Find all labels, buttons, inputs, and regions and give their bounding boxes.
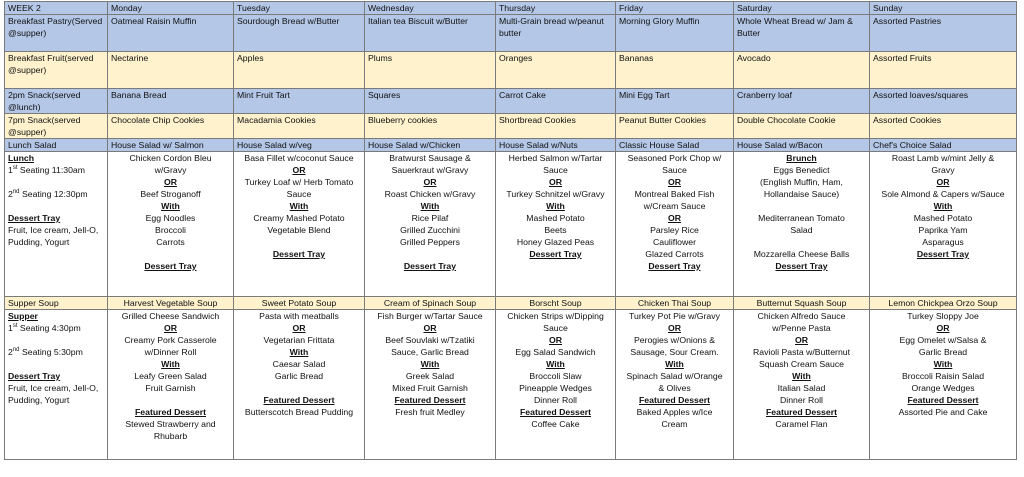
- menu-line: Chicken Alfredo Sauce: [757, 311, 846, 321]
- menu-cell: Assorted loaves/squares: [870, 89, 1017, 114]
- menu-line: Herbed Salmon w/Tartar: [508, 153, 603, 163]
- menu-cell: Mint Fruit Tart: [234, 89, 365, 114]
- menu-line: Dinner Roll: [780, 395, 823, 405]
- menu-line: Greek Salad: [405, 371, 455, 381]
- menu-line: With: [161, 359, 180, 369]
- menu-line: With: [933, 201, 953, 211]
- menu-line: Creamy Mashed Potato: [253, 213, 345, 223]
- menu-line: Orange Wedges: [911, 383, 975, 393]
- menu-line: With: [546, 359, 565, 369]
- menu-line: Sole Almond & Capers w/Sauce: [881, 189, 1005, 199]
- supper-label-cell: [5, 310, 108, 460]
- menu-line: Bratwurst Sausage &: [389, 153, 471, 163]
- menu-line: Turkey Loaf w/ Herb Tomato: [244, 177, 354, 187]
- menu-line: Brunch: [786, 153, 817, 163]
- menu-line: OR: [292, 323, 306, 333]
- menu-cell: Blueberry cookies: [365, 114, 496, 139]
- supper-day-cell: [616, 310, 734, 460]
- menu-line: Ravioli Pasta w/Butternut: [752, 347, 851, 357]
- supper-day-cell: [496, 310, 616, 460]
- menu-cell: Oatmeal Raisin Muffin: [108, 15, 234, 52]
- lunch-day-cell: [496, 152, 616, 297]
- supper-day-cell: [108, 310, 234, 460]
- soup-cell: Borscht Soup: [496, 297, 616, 310]
- day-header: Tuesday: [234, 2, 365, 15]
- menu-line: Sauerkraut w/Gravy: [391, 165, 469, 175]
- lunch-day-cell: [734, 152, 870, 297]
- menu-line: OR: [936, 323, 950, 333]
- menu-line: Featured Dessert: [520, 407, 591, 417]
- menu-line: Caesar Salad: [272, 359, 326, 369]
- dessert-tray-label: Dessert Tray: [8, 371, 61, 381]
- menu-line: Salad: [790, 225, 813, 235]
- dessert-tray-label: Dessert Tray: [8, 213, 61, 223]
- spacer: [237, 236, 361, 248]
- menu-line: Egg Salad Sandwich: [515, 347, 596, 357]
- supper-row: [5, 310, 1017, 460]
- dessert-items: Fruit, Ice cream, Jell-O, Pudding, Yogurt: [8, 225, 99, 247]
- menu-cell: Nectarine: [108, 52, 234, 89]
- menu-line: OR: [667, 177, 682, 187]
- menu-line: Featured Dessert: [263, 395, 335, 405]
- menu-line: OR: [548, 335, 563, 345]
- weekly-menu-table: [4, 1, 1017, 460]
- seating-time: 1st Seating 11:30am: [8, 165, 85, 175]
- menu-line: Featured Dessert: [135, 407, 206, 417]
- day-header: Thursday: [496, 2, 616, 15]
- lunch-day-cell: [616, 152, 734, 297]
- menu-cell: Plums: [365, 52, 496, 89]
- menu-line: Featured Dessert: [394, 395, 466, 405]
- menu-row: [5, 139, 1017, 152]
- menu-line: Sauce: [662, 165, 687, 175]
- menu-line: Egg Noodles: [145, 213, 196, 223]
- menu-line: With: [665, 359, 684, 369]
- soup-cell: Chicken Thai Soup: [616, 297, 734, 310]
- soup-cell: Butternut Squash Soup: [734, 297, 870, 310]
- menu-line: Paprika Yam: [918, 225, 968, 235]
- menu-line: w/Cream Sauce: [643, 201, 706, 211]
- menu-cell: Shortbread Cookies: [496, 114, 616, 139]
- menu-line: Creamy Pork Casserole: [124, 335, 217, 345]
- menu-line: Butterscotch Bread Pudding: [244, 407, 354, 417]
- menu-line: Mixed Fruit Garnish: [392, 383, 468, 393]
- menu-cell: House Salad w/Nuts: [496, 139, 616, 152]
- menu-line: Cream: [661, 419, 688, 429]
- menu-line: Chicken Cordon Bleu: [129, 153, 212, 163]
- menu-cell: Assorted Fruits: [870, 52, 1017, 89]
- menu-line: Pineapple Wedges: [519, 383, 592, 393]
- menu-cell: Bananas: [616, 52, 734, 89]
- day-header: Saturday: [734, 2, 870, 15]
- menu-line: Grilled Zucchini: [400, 225, 460, 235]
- supper-soup-row: [5, 297, 1017, 310]
- menu-line: Fruit Garnish: [145, 383, 196, 393]
- menu-line: Featured Dessert: [766, 407, 837, 417]
- spacer: [111, 394, 230, 406]
- menu-line: Sausage, Sour Cream.: [630, 347, 719, 357]
- menu-line: OR: [936, 177, 950, 187]
- menu-line: With: [420, 201, 440, 211]
- menu-line: OR: [163, 177, 178, 187]
- menu-line: Glazed Carrots: [645, 249, 704, 259]
- menu-line: Fresh fruit Medley: [395, 407, 465, 417]
- menu-line: Mashed Potato: [526, 213, 585, 223]
- menu-line: Turkey Sloppy Joe: [907, 311, 979, 321]
- lunch-label-cell: [5, 152, 108, 297]
- menu-cell: House Salad w/Bacon: [734, 139, 870, 152]
- menu-line: Roast Chicken w/Gravy: [384, 189, 476, 199]
- seating-time: 1st Seating 4:30pm: [8, 323, 81, 333]
- menu-cell: Mini Egg Tart: [616, 89, 734, 114]
- day-header: Sunday: [870, 2, 1017, 15]
- menu-line: Eggs Benedict: [773, 165, 830, 175]
- menu-cell: Squares: [365, 89, 496, 114]
- menu-line: Dessert Tray: [403, 261, 457, 271]
- menu-line: Mozzarella Cheese Balls: [753, 249, 850, 259]
- menu-line: Sauce: [543, 323, 568, 333]
- menu-cell: House Salad w/veg: [234, 139, 365, 152]
- menu-line: Garlic Bread: [274, 371, 324, 381]
- menu-line: Italian Salad: [777, 383, 826, 393]
- lunch-title: Lunch: [8, 153, 35, 163]
- supper-day-cell: [870, 310, 1017, 460]
- soup-cell: Cream of Spinach Soup: [365, 297, 496, 310]
- menu-line: OR: [667, 213, 682, 223]
- menu-line: Cauliflower: [653, 237, 696, 247]
- menu-line: With: [289, 201, 309, 211]
- menu-line: With: [546, 201, 565, 211]
- menu-line: Rice Pilaf: [411, 213, 449, 223]
- row-label: 7pm Snack(served @supper): [5, 114, 108, 139]
- menu-line: Carrots: [156, 237, 185, 247]
- soup-cell: Lemon Chickpea Orzo Soup: [870, 297, 1017, 310]
- spacer: [737, 236, 866, 248]
- menu-line: Roast Lamb w/mint Jelly &: [891, 153, 995, 163]
- menu-line: Broccoli: [155, 225, 186, 235]
- menu-line: Assorted Pie and Cake: [898, 407, 988, 417]
- menu-cell: Italian tea Biscuit w/Butter: [365, 15, 496, 52]
- menu-line: Rhubarb: [153, 431, 188, 441]
- menu-row: [5, 89, 1017, 114]
- menu-line: OR: [794, 335, 809, 345]
- menu-line: OR: [423, 323, 437, 333]
- menu-line: Leafy Green Salad: [134, 371, 207, 381]
- menu-line: With: [792, 371, 811, 381]
- menu-cell: House Salad w/ Salmon: [108, 139, 234, 152]
- menu-cell: Assorted Pastries: [870, 15, 1017, 52]
- menu-cell: Macadamia Cookies: [234, 114, 365, 139]
- menu-line: w/Penne Pasta: [772, 323, 831, 333]
- menu-line: Mashed Potato: [913, 213, 973, 223]
- menu-line: Gravy: [931, 165, 955, 175]
- menu-line: Parsley Rice: [650, 225, 699, 235]
- menu-line: With: [289, 347, 309, 357]
- menu-line: Fish Burger w/Tartar Sauce: [377, 311, 483, 321]
- dessert-items: Fruit, Ice cream, Jell-O, Pudding, Yogurt: [8, 383, 99, 405]
- menu-line: Caramel Flan: [775, 419, 828, 429]
- menu-line: Broccoli Raisin Salad: [901, 371, 985, 381]
- supper-day-cell: [234, 310, 365, 460]
- seating-time: 2nd Seating 5:30pm: [8, 347, 83, 357]
- lunch-day-cell: [365, 152, 496, 297]
- menu-line: Turkey Pot Pie w/Gravy: [629, 311, 720, 321]
- menu-line: Honey Glazed Peas: [516, 237, 595, 247]
- menu-cell: Banana Bread: [108, 89, 234, 114]
- menu-line: Grilled Peppers: [400, 237, 460, 247]
- spacer: [368, 248, 492, 260]
- day-header: Friday: [616, 2, 734, 15]
- header-row: [5, 2, 1017, 15]
- menu-line: Dessert Tray: [529, 249, 582, 259]
- menu-cell: Chef's Choice Salad: [870, 139, 1017, 152]
- menu-line: Grilled Cheese Sandwich: [121, 311, 220, 321]
- lunch-day-cell: [870, 152, 1017, 297]
- menu-line: Dessert Tray: [144, 261, 197, 271]
- menu-cell: Multi-Grain bread w/peanut butter: [496, 15, 616, 52]
- menu-cell: Assorted Cookies: [870, 114, 1017, 139]
- lunch-day-cell: [108, 152, 234, 297]
- seating-time: 2nd Seating 12:30pm: [8, 189, 88, 199]
- row-label: Breakfast Pastry(Served @supper): [5, 15, 108, 52]
- menu-cell: Whole Wheat Bread w/ Jam & Butter: [734, 15, 870, 52]
- supper-title: Supper: [8, 311, 38, 321]
- menu-line: w/Dinner Roll: [144, 347, 197, 357]
- row-label: 2pm Snack(served @lunch): [5, 89, 108, 114]
- menu-line: (English Muffin, Ham,: [760, 177, 843, 187]
- spacer: [737, 200, 866, 212]
- menu-line: w/Gravy: [154, 165, 187, 175]
- menu-line: Mediterranean Tomato: [758, 213, 845, 223]
- week-label: WEEK 2: [5, 2, 108, 15]
- menu-line: Perogies w/Onions &: [633, 335, 716, 345]
- menu-cell: Sourdough Bread w/Butter: [234, 15, 365, 52]
- menu-line: Featured Dessert: [907, 395, 979, 405]
- menu-line: Basa Fillet w/coconut Sauce: [244, 153, 354, 163]
- row-label: Supper Soup: [5, 297, 108, 310]
- menu-line: Pasta with meatballs: [259, 311, 339, 321]
- lunch-day-cell: [234, 152, 365, 297]
- lunch-row: [5, 152, 1017, 297]
- menu-line: Seasoned Pork Chop w/: [627, 153, 722, 163]
- menu-line: OR: [292, 165, 306, 175]
- menu-cell: Oranges: [496, 52, 616, 89]
- menu-row: [5, 114, 1017, 139]
- menu-line: Vegetarian Frittata: [263, 335, 335, 345]
- menu-line: Turkey Schnitzel w/Gravy: [506, 189, 605, 199]
- menu-line: Vegetable Blend: [267, 225, 331, 235]
- menu-line: Beef Stroganoff: [140, 189, 201, 199]
- menu-line: Egg Omelet w/Salsa &: [899, 335, 987, 345]
- menu-line: Dessert Tray: [648, 261, 701, 271]
- menu-line: OR: [548, 177, 563, 187]
- menu-line: Dinner Roll: [534, 395, 577, 405]
- menu-line: Asparagus: [922, 237, 964, 247]
- menu-line: With: [161, 201, 180, 211]
- menu-line: Chicken Strips w/Dipping: [507, 311, 604, 321]
- menu-cell: House Salad w/Chicken: [365, 139, 496, 152]
- menu-cell: Apples: [234, 52, 365, 89]
- menu-cell: Peanut Butter Cookies: [616, 114, 734, 139]
- menu-line: Dessert Tray: [272, 249, 326, 259]
- supper-day-cell: [365, 310, 496, 460]
- menu-cell: Cranberry loaf: [734, 89, 870, 114]
- menu-line: Spinach Salad w/Orange: [626, 371, 723, 381]
- spacer: [111, 248, 230, 260]
- menu-row: [5, 15, 1017, 52]
- supper-day-cell: [734, 310, 870, 460]
- menu-cell: Classic House Salad: [616, 139, 734, 152]
- day-header: Monday: [108, 2, 234, 15]
- menu-row: [5, 52, 1017, 89]
- menu-line: Hollandaise Sauce): [763, 189, 840, 199]
- menu-line: Garlic Bread: [918, 347, 968, 357]
- menu-line: Featured Dessert: [639, 395, 710, 405]
- menu-line: Beets: [544, 225, 567, 235]
- menu-line: Squash Cream Sauce: [759, 359, 844, 369]
- day-header: Wednesday: [365, 2, 496, 15]
- menu-cell: Double Chocolate Cookie: [734, 114, 870, 139]
- menu-line: OR: [163, 323, 178, 333]
- menu-line: Beef Souvlaki w/Tzatiki: [385, 335, 475, 345]
- menu-cell: Chocolate Chip Cookies: [108, 114, 234, 139]
- soup-cell: Sweet Potato Soup: [234, 297, 365, 310]
- menu-line: OR: [423, 177, 437, 187]
- menu-line: Broccoli Slaw: [529, 371, 582, 381]
- menu-cell: Avocado: [734, 52, 870, 89]
- menu-line: Dessert Tray: [775, 261, 828, 271]
- menu-line: OR: [667, 323, 682, 333]
- menu-line: With: [933, 359, 953, 369]
- menu-line: Sauce: [286, 189, 312, 199]
- menu-line: Coffee Cake: [531, 419, 580, 429]
- menu-line: Sauce, Garlic Bread: [391, 347, 469, 357]
- menu-line: Dessert Tray: [916, 249, 970, 259]
- menu-cell: Carrot Cake: [496, 89, 616, 114]
- row-label: Lunch Salad: [5, 139, 108, 152]
- menu-line: Montreal Baked Fish: [634, 189, 715, 199]
- menu-line: Baked Apples w/Ice: [636, 407, 713, 417]
- menu-cell: Morning Glory Muffin: [616, 15, 734, 52]
- menu-line: With: [420, 359, 440, 369]
- menu-line: & Olives: [658, 383, 691, 393]
- menu-line: Stewed Strawberry and: [125, 419, 216, 429]
- row-label: Breakfast Fruit(served @supper): [5, 52, 108, 89]
- spacer: [237, 382, 361, 394]
- soup-cell: Harvest Vegetable Soup: [108, 297, 234, 310]
- menu-line: Sauce: [543, 165, 568, 175]
